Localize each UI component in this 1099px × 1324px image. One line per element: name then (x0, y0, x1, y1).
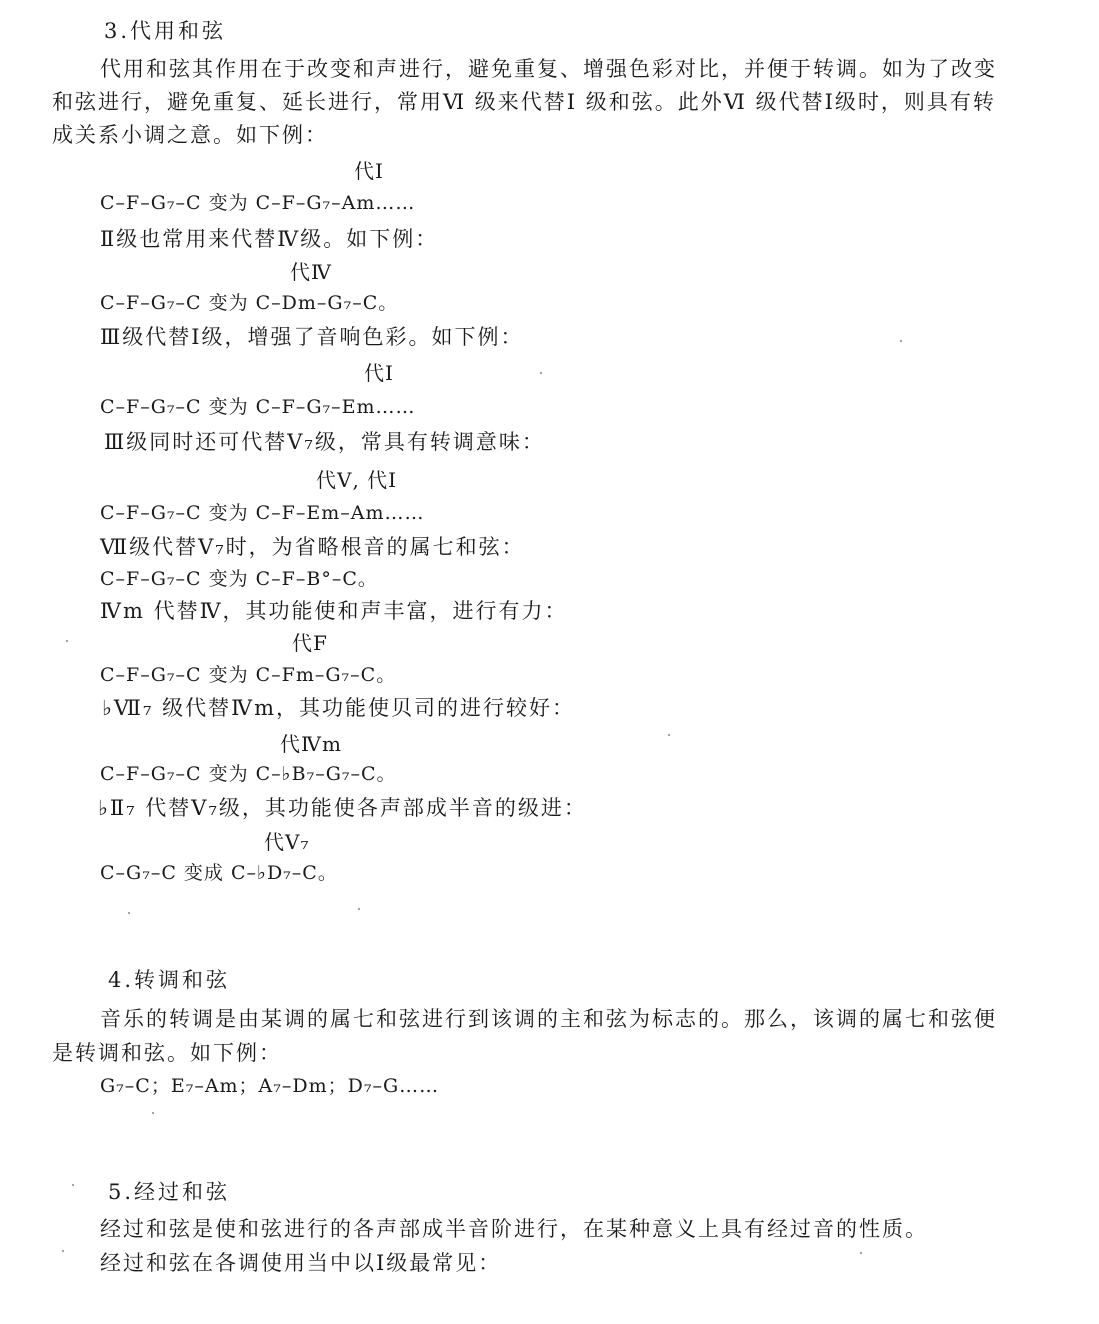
scan-speck (72, 1184, 74, 1186)
section-4-heading: 4.转调和弦 (108, 968, 231, 992)
section-5-heading: 5.经过和弦 (108, 1180, 231, 1204)
section-4-example: G₇–C；E₇–Am；A₇–Dm；D₇–G…… (100, 1075, 440, 1097)
section-3-heading: 3.代用和弦 (104, 19, 227, 43)
scan-speck (668, 734, 670, 736)
scan-speck (152, 1112, 154, 1114)
section-4-para-line-2: 是转调和弦。如下例： (52, 1041, 282, 1065)
scan-speck (900, 340, 902, 342)
example-4-label: 代Ⅴ, 代Ⅰ (316, 468, 398, 492)
example-5-intro: Ⅶ级代替Ⅴ₇时，为省略根音的属七和弦： (100, 535, 525, 559)
scan-speck (358, 908, 360, 910)
example-6-intro: Ⅳm 代替Ⅳ，其功能使和声丰富，进行有力： (100, 599, 568, 623)
example-4-line: C–F–G₇–C 变为 C–F–Em–Am…… (100, 502, 425, 524)
scan-speck (66, 640, 68, 642)
scan-speck (860, 1252, 862, 1254)
example-5-line: C–F–G₇–C 变为 C–F–B°–C。 (100, 568, 378, 590)
example-6-label: 代F (292, 631, 328, 655)
scan-speck (62, 1250, 64, 1252)
example-4-intro: Ⅲ级同时还可代替Ⅴ₇级，常具有转调意味： (104, 430, 545, 454)
section-5-para-line-1: 经过和弦是使和弦进行的各声部成半音阶进行，在某种意义上具有经过音的性质。 (100, 1217, 928, 1241)
section-3-para-line-1: 代用和弦其作用在于改变和声进行，避免重复、增强色彩对比，并便于转调。如为了改变 (100, 57, 997, 81)
example-2-line: C–F–G₇–C 变为 C–Dm–G₇–C。 (100, 292, 399, 314)
example-8-label: 代Ⅴ₇ (264, 830, 310, 854)
example-3-line: C–F–G₇–C 变为 C–F–G₇–Em…… (100, 396, 416, 418)
example-7-label: 代Ⅳm (280, 732, 342, 756)
example-1-line: C–F–G₇–C 变为 C–F–G₇–Am…… (100, 192, 416, 214)
example-2-label: 代Ⅳ (290, 260, 332, 284)
example-8-line: C–G₇–C 变成 C–♭D₇–C。 (100, 862, 338, 884)
example-2-intro: Ⅱ级也常用来代替Ⅳ级。如下例： (100, 227, 439, 251)
example-3-label: 代Ⅰ (364, 361, 394, 385)
section-4-para-line-1: 音乐的转调是由某调的属七和弦进行到该调的主和弦为标志的。那么，该调的属七和弦便 (100, 1007, 997, 1031)
scan-speck (128, 912, 130, 914)
example-3-intro: Ⅲ级代替Ⅰ级，增强了音响色彩。如下例： (100, 325, 524, 349)
example-6-line: C–F–G₇–C 变为 C–Fm–G₇–C。 (100, 664, 397, 686)
example-8-intro: ♭Ⅱ₇ 代替Ⅴ₇级，其功能使各声部成半音的级进： (98, 796, 587, 820)
section-3-para-line-2: 和弦进行，避免重复、延长进行，常用Ⅵ 级来代替Ⅰ 级和弦。此外Ⅵ 级代替Ⅰ级时，则具有转 (52, 90, 996, 114)
example-7-intro: ♭Ⅶ₇ 级代替Ⅳm，其功能使贝司的进行较好： (102, 696, 575, 720)
scan-speck (540, 372, 542, 374)
example-7-line: C–F–G₇–C 变为 C–♭B₇–G₇–C。 (100, 763, 397, 785)
section-5-para-line-2: 经过和弦在各调使用当中以Ⅰ级最常见： (100, 1251, 502, 1275)
example-1-label: 代Ⅰ (354, 159, 384, 183)
section-3-para-line-3: 成关系小调之意。如下例： (52, 123, 328, 147)
